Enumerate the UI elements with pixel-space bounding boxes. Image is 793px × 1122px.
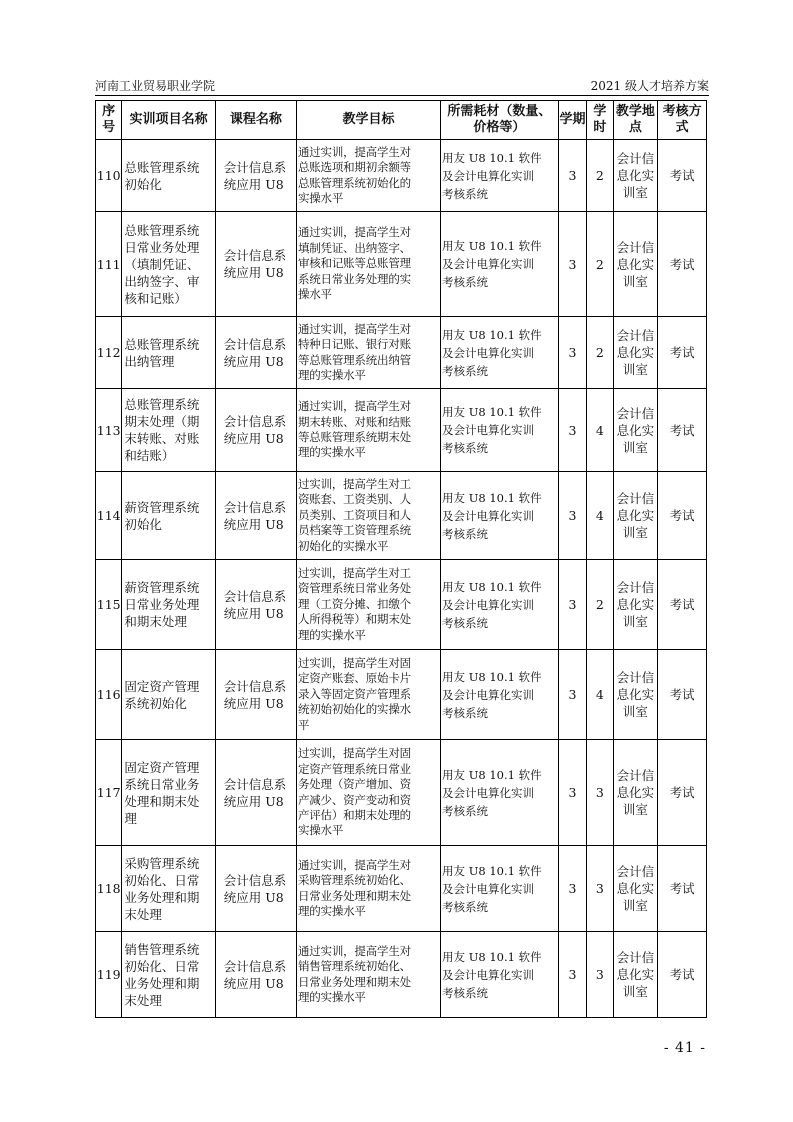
cell-semester: 3 xyxy=(558,212,586,317)
cell-semester: 3 xyxy=(558,932,586,1018)
header-hours: 学时 xyxy=(587,101,613,140)
cell-exam: 考试 xyxy=(658,932,707,1018)
school-name: 河南工业贸易职业学院 xyxy=(95,79,216,93)
cell-goal: 过实训，提高学生对固 定资产账套、原始卡片 录入等固定资产管理系 统初始初始化的实操水 平 xyxy=(296,650,440,740)
cell-project: 销售管理系统 初始化、日常 业务处理和期 末处理 xyxy=(122,932,215,1018)
cell-location: 会计信 息化实 训室 xyxy=(613,317,658,389)
cell-location: 会计信 息化实 训室 xyxy=(613,140,658,212)
cell-materials: 用友 U8 10.1 软件 及会计电算化实训 考核系统 xyxy=(441,846,559,932)
cell-semester: 3 xyxy=(558,472,586,560)
cell-materials: 用友 U8 10.1 软件 及会计电算化实训 考核系统 xyxy=(441,560,559,650)
cell-location: 会计信 息化实 训室 xyxy=(613,650,658,740)
cell-materials: 用友 U8 10.1 软件 及会计电算化实训 考核系统 xyxy=(441,472,559,560)
cell-goal: 通过实训，提高学生对 销售管理系统初始化、 日常业务处理和期末处 理的实操水平 xyxy=(296,932,440,1018)
cell-location: 会计信 息化实 训室 xyxy=(613,212,658,317)
page-header xyxy=(95,77,709,95)
cell-exam: 考试 xyxy=(658,317,707,389)
cell-exam: 考试 xyxy=(658,140,707,212)
cell-num: 115 xyxy=(96,560,122,650)
cell-course: 会计信息系 统应用 U8 xyxy=(215,650,296,740)
cell-course: 会计信息系 统应用 U8 xyxy=(215,140,296,212)
cell-num: 110 xyxy=(96,140,122,212)
table-body xyxy=(96,140,707,1018)
header-exam: 考核方式 xyxy=(658,101,707,140)
cell-semester: 3 xyxy=(558,560,586,650)
cell-project: 薪资管理系统 日常业务处理 和期末处理 xyxy=(122,560,215,650)
cell-materials: 用友 U8 10.1 软件 及会计电算化实训 考核系统 xyxy=(441,389,559,472)
cell-exam: 考试 xyxy=(658,650,707,740)
cell-location: 会计信 息化实 训室 xyxy=(613,846,658,932)
cell-project: 总账管理系统 初始化 xyxy=(122,140,215,212)
cell-exam: 考试 xyxy=(658,740,707,846)
cell-location: 会计信 息化实 训室 xyxy=(613,472,658,560)
plan-title: 2021 级人才培养方案 xyxy=(590,79,709,93)
cell-hours: 2 xyxy=(587,560,613,650)
header-course: 课程名称 xyxy=(215,101,296,140)
cell-hours: 2 xyxy=(587,317,613,389)
table-row xyxy=(96,472,707,560)
cell-num: 112 xyxy=(96,317,122,389)
cell-num: 111 xyxy=(96,212,122,317)
cell-materials: 用友 U8 10.1 软件 及会计电算化实训 考核系统 xyxy=(441,212,559,317)
cell-project: 总账管理系统 日常业务处理 （填制凭证、 出纳签字、审 核和记账） xyxy=(122,212,215,317)
cell-course: 会计信息系 统应用 U8 xyxy=(215,932,296,1018)
cell-project: 固定资产管理 系统日常业务 处理和期末处 理 xyxy=(122,740,215,846)
cell-course: 会计信息系 统应用 U8 xyxy=(215,560,296,650)
cell-goal: 通过实训，提高学生对 采购管理系统初始化、 日常业务处理和期末处 理的实操水平 xyxy=(296,846,440,932)
table-row xyxy=(96,846,707,932)
table-row xyxy=(96,932,707,1018)
cell-materials: 用友 U8 10.1 软件 及会计电算化实训 考核系统 xyxy=(441,740,559,846)
table-row xyxy=(96,740,707,846)
table-row xyxy=(96,389,707,472)
cell-project: 总账管理系统 期末处理（期 末转账、对账 和结账） xyxy=(122,389,215,472)
cell-semester: 3 xyxy=(558,740,586,846)
cell-hours: 2 xyxy=(587,140,613,212)
table-row xyxy=(96,212,707,317)
cell-semester: 3 xyxy=(558,389,586,472)
cell-project: 固定资产管理 系统初始化 xyxy=(122,650,215,740)
header-location: 教学地点 xyxy=(613,101,658,140)
cell-goal: 通过实训，提高学生对 特种日记账、银行对账 等总账管理系统出纳管 理的实操水平 xyxy=(296,317,440,389)
cell-location: 会计信 息化实 训室 xyxy=(613,932,658,1018)
cell-exam: 考试 xyxy=(658,846,707,932)
cell-project: 总账管理系统 出纳管理 xyxy=(122,317,215,389)
cell-materials: 用友 U8 10.1 软件 及会计电算化实训 考核系统 xyxy=(441,317,559,389)
cell-materials: 用友 U8 10.1 软件 及会计电算化实训 考核系统 xyxy=(441,932,559,1018)
cell-goal: 通过实训，提高学生对 总账选项和期初余额等 总账管理系统初始化的 实操水平 xyxy=(296,140,440,212)
cell-location: 会计信 息化实 训室 xyxy=(613,740,658,846)
training-projects-table xyxy=(95,100,707,1018)
cell-course: 会计信息系 统应用 U8 xyxy=(215,317,296,389)
cell-goal: 通过实训，提高学生对 填制凭证、出纳签字、 审核和记账等总账管理 系统日常业务处理的实 操水平 xyxy=(296,212,440,317)
cell-course: 会计信息系 统应用 U8 xyxy=(215,212,296,317)
table-row xyxy=(96,560,707,650)
cell-goal: 通过实训，提高学生对 期末转账、对账和结账 等总账管理系统期末处 理的实操水平 xyxy=(296,389,440,472)
table-row xyxy=(96,650,707,740)
cell-course: 会计信息系 统应用 U8 xyxy=(215,846,296,932)
cell-location: 会计信 息化实 训室 xyxy=(613,389,658,472)
cell-hours: 2 xyxy=(587,212,613,317)
cell-course: 会计信息系 统应用 U8 xyxy=(215,472,296,560)
cell-num: 119 xyxy=(96,932,122,1018)
cell-goal: 过实训，提高学生对工 资管理系统日常业务处 理（工资分摊、扣缴个 人所得税等）和期末处 理的实操水平 xyxy=(296,560,440,650)
cell-hours: 3 xyxy=(587,932,613,1018)
cell-exam: 考试 xyxy=(658,389,707,472)
cell-num: 116 xyxy=(96,650,122,740)
table-row xyxy=(96,317,707,389)
cell-materials: 用友 U8 10.1 软件 及会计电算化实训 考核系统 xyxy=(441,650,559,740)
page-number: - 41 - xyxy=(663,1040,706,1056)
table-header-row xyxy=(96,101,707,140)
cell-project: 采购管理系统 初始化、日常 业务处理和期 末处理 xyxy=(122,846,215,932)
cell-goal: 过实训，提高学生对工 资账套、工资类别、人 员类别、工资项目和人 员档案等工资管理系统 初始化的实操水平 xyxy=(296,472,440,560)
cell-hours: 4 xyxy=(587,650,613,740)
cell-exam: 考试 xyxy=(658,212,707,317)
cell-hours: 3 xyxy=(587,846,613,932)
cell-exam: 考试 xyxy=(658,560,707,650)
cell-materials: 用友 U8 10.1 软件 及会计电算化实训 考核系统 xyxy=(441,140,559,212)
cell-semester: 3 xyxy=(558,650,586,740)
cell-hours: 3 xyxy=(587,740,613,846)
cell-location: 会计信 息化实 训室 xyxy=(613,560,658,650)
cell-semester: 3 xyxy=(558,317,586,389)
cell-exam: 考试 xyxy=(658,472,707,560)
header-goal: 教学目标 xyxy=(296,101,440,140)
cell-course: 会计信息系 统应用 U8 xyxy=(215,389,296,472)
cell-num: 117 xyxy=(96,740,122,846)
cell-semester: 3 xyxy=(558,140,586,212)
cell-project: 薪资管理系统 初始化 xyxy=(122,472,215,560)
header-project: 实训项目名称 xyxy=(122,101,215,140)
header-semester: 学期 xyxy=(558,101,586,140)
cell-course: 会计信息系 统应用 U8 xyxy=(215,740,296,846)
table-row xyxy=(96,140,707,212)
cell-semester: 3 xyxy=(558,846,586,932)
header-materials: 所需耗材（数量、价格等） xyxy=(441,101,559,140)
cell-goal: 过实训，提高学生对固 定资产管理系统日常业 务处理（资产增加、资 产减少、资产变动和资 产评估）和期末处理的 实操水平 xyxy=(296,740,440,846)
cell-num: 114 xyxy=(96,472,122,560)
header-rule xyxy=(95,95,709,96)
cell-hours: 4 xyxy=(587,472,613,560)
cell-num: 118 xyxy=(96,846,122,932)
cell-num: 113 xyxy=(96,389,122,472)
cell-hours: 4 xyxy=(587,389,613,472)
header-num: 序号 xyxy=(96,101,122,140)
